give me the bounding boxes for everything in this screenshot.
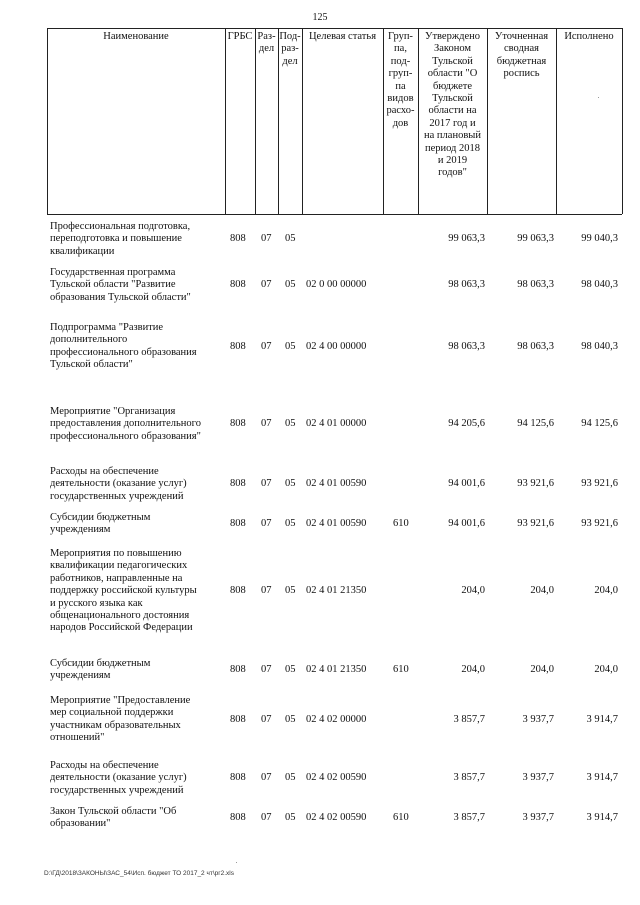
cell-podrazdel: 05 xyxy=(285,585,296,597)
row-name: Расходы на обеспечение деятельности (оказание услуг) государственных учреждений xyxy=(50,466,187,502)
cell-executed: 98 040,3 xyxy=(581,340,618,352)
cell-grbs: 808 xyxy=(230,585,246,597)
cell-refined: 94 125,6 xyxy=(517,418,554,430)
cell-razdel: 07 xyxy=(261,713,272,725)
cell-approved: 204,0 xyxy=(461,664,485,676)
cell-refined: 204,0 xyxy=(530,585,554,597)
row-name: Закон Тульской области "Об образовании" xyxy=(50,806,177,830)
header-podrazdel: Под- раз- дел xyxy=(279,31,301,67)
cell-approved: 3 857,7 xyxy=(453,713,485,725)
scan-speck xyxy=(598,97,599,98)
cell-grbs: 808 xyxy=(230,713,246,725)
cell-target-article: 02 4 02 00000 xyxy=(306,713,367,725)
cell-target-article: 02 4 01 21350 xyxy=(306,585,367,597)
cell-target-article: 02 4 01 00590 xyxy=(306,518,367,530)
cell-approved: 94 205,6 xyxy=(448,418,485,430)
cell-executed: 204,0 xyxy=(594,585,618,597)
row-name: Подпрограмма "Развитие дополнительного профессионального образования Тульской области" xyxy=(50,322,197,371)
cell-executed: 3 914,7 xyxy=(586,772,618,784)
cell-grbs: 808 xyxy=(230,478,246,490)
cell-target-article: 02 4 02 00590 xyxy=(306,812,367,824)
row-name: Субсидии бюджетным учреждениям xyxy=(50,658,151,682)
cell-grbs: 808 xyxy=(230,340,246,352)
cell-podrazdel: 05 xyxy=(285,233,296,245)
cell-podrazdel: 05 xyxy=(285,518,296,530)
col-divider xyxy=(47,28,48,214)
cell-approved: 3 857,7 xyxy=(453,772,485,784)
cell-podrazdel: 05 xyxy=(285,279,296,291)
cell-executed: 93 921,6 xyxy=(581,518,618,530)
header-expense-group: Груп- па, под- груп- па видов расхо- дов xyxy=(386,31,415,129)
row-name: Государственная программа Тульской области "Развитие образования Тульской области" xyxy=(50,267,191,303)
file-path-footer: D:\ГД\2018\ЗАКОНЫ\ЗАС_54\Исп. бюджет ТО 2017_2 чт\рг2.xls xyxy=(44,870,235,877)
cell-approved: 94 001,6 xyxy=(448,478,485,490)
cell-refined: 98 063,3 xyxy=(517,279,554,291)
row-name: Профессиональная подготовка, переподготовка и повышение квалификации xyxy=(50,221,191,257)
cell-grbs: 808 xyxy=(230,233,246,245)
cell-razdel: 07 xyxy=(261,812,272,824)
cell-grbs: 808 xyxy=(230,279,246,291)
cell-razdel: 07 xyxy=(261,340,272,352)
cell-razdel: 07 xyxy=(261,585,272,597)
cell-razdel: 07 xyxy=(261,772,272,784)
header-razdel: Раз- дел xyxy=(257,31,276,55)
cell-approved: 94 001,6 xyxy=(448,518,485,530)
cell-grbs: 808 xyxy=(230,518,246,530)
col-divider xyxy=(622,28,623,214)
cell-target-article: 02 4 02 00590 xyxy=(306,772,367,784)
header-target-article: Целевая статья xyxy=(308,31,377,42)
cell-grbs: 808 xyxy=(230,772,246,784)
header-name: Наименование xyxy=(103,31,169,42)
cell-razdel: 07 xyxy=(261,664,272,676)
cell-refined: 3 937,7 xyxy=(522,772,554,784)
cell-approved: 98 063,3 xyxy=(448,340,485,352)
scan-speck xyxy=(236,862,237,863)
cell-grbs: 808 xyxy=(230,664,246,676)
cell-podrazdel: 05 xyxy=(285,713,296,725)
cell-podrazdel: 05 xyxy=(285,812,296,824)
col-divider xyxy=(255,28,256,214)
cell-refined: 93 921,6 xyxy=(517,518,554,530)
cell-target-article: 02 0 00 00000 xyxy=(306,279,367,291)
cell-target-article: 02 4 01 00590 xyxy=(306,478,367,490)
row-name: Мероприятие "Предоставление мер социальной поддержки участникам образовательных отношений" xyxy=(50,695,191,744)
cell-razdel: 07 xyxy=(261,418,272,430)
cell-grbs: 808 xyxy=(230,812,246,824)
col-divider xyxy=(225,28,226,214)
cell-podrazdel: 05 xyxy=(285,340,296,352)
row-name: Мероприятие "Организация предоставления дополнительного профессионального образования" xyxy=(50,406,201,442)
cell-executed: 204,0 xyxy=(594,664,618,676)
cell-podrazdel: 05 xyxy=(285,478,296,490)
col-divider xyxy=(556,28,557,214)
cell-refined: 99 063,3 xyxy=(517,233,554,245)
cell-refined: 98 063,3 xyxy=(517,340,554,352)
row-name: Расходы на обеспечение деятельности (оказание услуг) государственных учреждений xyxy=(50,760,187,796)
header-refined: Уточненная сводная бюджетная роспись xyxy=(494,31,549,80)
row-name: Субсидии бюджетным учреждениям xyxy=(50,512,151,536)
cell-expense-group: 610 xyxy=(393,664,409,676)
cell-approved: 204,0 xyxy=(461,585,485,597)
cell-approved: 99 063,3 xyxy=(448,233,485,245)
cell-target-article: 02 4 01 00000 xyxy=(306,418,367,430)
header-top-border xyxy=(47,28,622,29)
cell-razdel: 07 xyxy=(261,518,272,530)
cell-grbs: 808 xyxy=(230,418,246,430)
cell-refined: 204,0 xyxy=(530,664,554,676)
header-approved: Утверждено Законом Тульской области "О бюджете Тульской области на 2017 год и на плановый период 2018 и 2019 годов" xyxy=(424,31,481,179)
cell-razdel: 07 xyxy=(261,279,272,291)
cell-approved: 98 063,3 xyxy=(448,279,485,291)
cell-expense-group: 610 xyxy=(393,812,409,824)
header-bottom-border xyxy=(47,214,622,215)
header-executed: Исполнено xyxy=(564,31,614,42)
cell-expense-group: 610 xyxy=(393,518,409,530)
cell-refined: 3 937,7 xyxy=(522,713,554,725)
cell-podrazdel: 05 xyxy=(285,664,296,676)
col-divider xyxy=(302,28,303,214)
cell-executed: 3 914,7 xyxy=(586,713,618,725)
cell-executed: 99 040,3 xyxy=(581,233,618,245)
row-name: Мероприятия по повышению квалификации педагогических работников, направленные на поддержку российской культуры и русского языка как общенационального достояния народов Российской Федерации xyxy=(50,548,197,634)
cell-razdel: 07 xyxy=(261,233,272,245)
cell-executed: 3 914,7 xyxy=(586,812,618,824)
cell-refined: 3 937,7 xyxy=(522,812,554,824)
cell-approved: 3 857,7 xyxy=(453,812,485,824)
cell-refined: 93 921,6 xyxy=(517,478,554,490)
cell-target-article: 02 4 00 00000 xyxy=(306,340,367,352)
cell-razdel: 07 xyxy=(261,478,272,490)
cell-podrazdel: 05 xyxy=(285,418,296,430)
page-number: 125 xyxy=(312,12,328,23)
cell-target-article: 02 4 01 21350 xyxy=(306,664,367,676)
cell-executed: 98 040,3 xyxy=(581,279,618,291)
header-grbs: ГРБС xyxy=(227,31,253,42)
cell-executed: 94 125,6 xyxy=(581,418,618,430)
cell-executed: 93 921,6 xyxy=(581,478,618,490)
cell-podrazdel: 05 xyxy=(285,772,296,784)
